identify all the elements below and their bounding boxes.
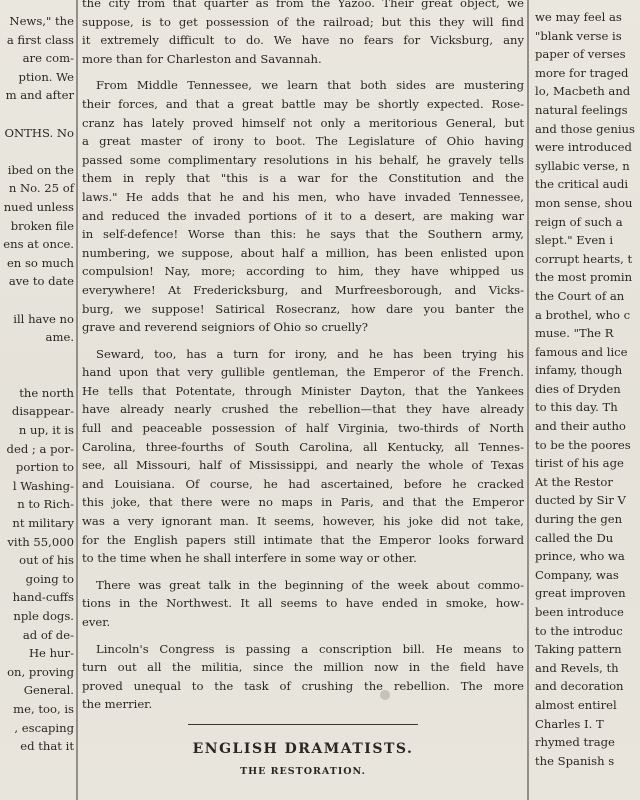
article-line: to the time when he shall interfere in some way or other.	[82, 551, 417, 566]
article-line: the city from that quarter as from the Yazoo. Their great object, we	[82, 0, 524, 10]
right-column-line: called the Du	[535, 530, 614, 545]
right-column-line: ducted by Sir V	[535, 493, 626, 508]
article-line: see, all Missouri, half of Mississippi, and nearly the whole of Texas	[82, 458, 524, 473]
right-column-line: reign of such a	[535, 214, 623, 229]
left-column-line: the north	[19, 385, 74, 400]
left-column-line: He hur-	[28, 646, 74, 661]
left-column-line	[0, 347, 76, 366]
left-column-line: n to Rich-	[17, 497, 74, 512]
left-column-line: disappear-	[11, 404, 74, 419]
left-column-line	[0, 291, 76, 310]
article-line: their forces, and that a great battle may be shortly expected. Rose-	[82, 96, 524, 111]
article-line: more than for Charleston and Savannah.	[82, 51, 322, 66]
right-column-line: to be the poores	[535, 437, 631, 452]
article-body	[82, 0, 524, 714]
left-column-line: en so much	[6, 255, 74, 270]
left-column-line	[0, 365, 76, 384]
left-column-line: nued unless	[3, 199, 74, 214]
article-line: There was great talk in the beginning of the week about commo-	[96, 577, 524, 592]
article-line: Seward, too, has a turn for irony, and he has been trying his	[96, 346, 524, 361]
left-column-line: nple dogs.	[13, 609, 74, 623]
left-column-line: ed that it	[20, 739, 74, 754]
article-line: it extremely difficult to do. We have no fears for Vicksburg, any	[82, 33, 524, 48]
right-column-line: and decoration	[535, 679, 624, 694]
article-line: Carolina, three-fourths of South Carolina, all Kentucky, all Tennes-	[82, 439, 524, 454]
right-column-line: more for traged	[535, 65, 629, 80]
article-line: proved unequal to the task of crushing the rebellion. The more	[82, 678, 524, 693]
right-column-line: were introduced	[535, 140, 632, 155]
article-line: have already nearly crushed the rebellion—that they have already	[82, 402, 524, 417]
right-column-text	[531, 8, 640, 770]
left-column-line: broken file	[10, 218, 74, 233]
right-column-line: tirist of his age	[535, 456, 624, 471]
article-line: compulsion! Nay, more; according to him, they have whipped us	[82, 264, 524, 279]
right-column-line: and those genius	[535, 121, 635, 136]
right-column-line: been introduce	[535, 605, 624, 619]
left-column-line: ill have no	[13, 311, 74, 326]
middle-column	[82, 0, 524, 800]
left-column-line: are com-	[22, 51, 74, 66]
section-divider	[188, 724, 418, 725]
right-column-line: slept." Even i	[535, 233, 614, 248]
left-column-line: ad of de-	[22, 627, 74, 642]
right-column-line: "blank verse is	[535, 28, 622, 43]
right-column-line: Company, was	[535, 567, 619, 582]
article-line: full and peaceable possession of half Virginia, two-thirds of North	[82, 421, 524, 436]
left-column-line: ONTHS. No	[4, 125, 74, 140]
article-line: turn out all the militia, since the million now in the field have	[82, 660, 524, 675]
left-column-line	[0, 105, 76, 124]
right-column-line: the Court of an	[535, 288, 625, 303]
right-column-line: lo, Macbeth and	[535, 84, 631, 99]
paragraph-gap	[82, 568, 524, 576]
right-column-line: Charles I. T	[535, 716, 604, 731]
right-column-line: At the Restor	[535, 474, 613, 489]
ink-blot	[380, 690, 390, 700]
right-column-line: Taking pattern	[535, 642, 622, 657]
article-line: passed some complimentary resolutions in his behalf, he gravely tells	[82, 152, 524, 167]
right-column-line: natural feelings	[535, 102, 628, 117]
left-column-line: ibed on the	[7, 162, 74, 177]
left-column-line: n No. 25 of	[8, 181, 74, 196]
left-column-line: a first class	[6, 32, 74, 47]
left-column-line: out of his	[19, 553, 74, 568]
section-heading: ENGLISH DRAMATISTS.	[192, 740, 414, 757]
right-column-line: to this day. Th	[535, 400, 618, 415]
article-line: ever.	[82, 615, 111, 629]
left-column-line: m and after	[5, 88, 74, 103]
left-column-line: ens at once.	[3, 237, 74, 252]
column-rule-left	[76, 0, 78, 800]
left-column-line: on, proving	[7, 664, 74, 679]
article-line: numbering, we suppose, about half a million, has been enlisted upon	[82, 245, 524, 260]
right-column-line: and their autho	[535, 419, 626, 434]
right-column-line: prince, who wa	[535, 549, 625, 564]
right-column-line: muse. "The R	[535, 326, 614, 341]
left-column-line: ption. We	[18, 69, 74, 84]
right-column-line: we may feel as	[535, 10, 622, 24]
left-column-line: nt military	[12, 516, 74, 531]
section-subheading: THE RESTORATION.	[240, 765, 366, 777]
left-column-line: ded ; a por-	[6, 441, 74, 456]
right-column-line: famous and lice	[535, 344, 628, 359]
left-column-line: me, too, is	[13, 701, 74, 716]
paragraph-gap	[82, 68, 524, 76]
left-column-line: hand-cuffs	[12, 590, 74, 605]
left-column-text	[0, 12, 76, 756]
right-column-line: rhymed trage	[535, 735, 615, 750]
right-column-line: to the introduc	[535, 623, 623, 638]
right-column-line: corrupt hearts, t	[535, 251, 633, 266]
right-column-line: paper of verses	[535, 47, 626, 62]
right-column-line: great improven	[535, 586, 626, 601]
right-column-line: infamy, though	[535, 363, 623, 378]
article-line: the merrier.	[82, 697, 153, 712]
right-column-line: almost entirel	[535, 697, 617, 712]
article-line: a great master of irony to boot. The Legislature of Ohio having	[82, 134, 524, 149]
article-line: From Middle Tennessee, we learn that both sides are mustering	[96, 78, 524, 93]
right-column-line: and Revels, th	[535, 660, 619, 675]
right-column-line: the most promin	[535, 270, 633, 285]
article-line: this joke, that there were no maps in Paris, and that the Emperor	[82, 495, 524, 510]
article-line: was a very ignorant man. It seems, however, his joke did not take,	[82, 514, 524, 529]
left-column-line: portion to	[15, 460, 74, 475]
left-column-line: ave to date	[8, 274, 74, 289]
right-column-line: a brothel, who c	[535, 307, 631, 322]
right-column-line: mon sense, shou	[535, 195, 633, 210]
left-column-line: News," the	[9, 14, 74, 28]
left-column-line: n up, it is	[18, 423, 74, 438]
paragraph-gap	[82, 337, 524, 345]
right-column-line: during the gen	[535, 512, 623, 527]
article-line: burg, we suppose! Satirical Rosecranz, how dare you banter the	[82, 301, 524, 316]
right-column	[531, 0, 640, 800]
article-line: grave and reverend seigniors of Ohio so cruelly?	[82, 320, 368, 335]
article-line: cranz has lately proved himself not only a meritorious General, but	[82, 115, 524, 130]
article-line: and Louisiana. Of course, he had ascertained, before he cracked	[82, 476, 524, 491]
left-column-line	[0, 142, 76, 161]
article-line: Lincoln's Congress is passing a conscription bill. He means to	[96, 641, 524, 656]
paragraph-gap	[82, 632, 524, 640]
article-line: He tells that Potentate, through Minister Dayton, that the Yankees	[82, 383, 524, 398]
article-line: in self-defence! Worse than this: he says that the Southern army,	[82, 227, 524, 242]
middle-column-text	[82, 0, 524, 781]
left-column-line: ame.	[45, 330, 74, 345]
article-line: everywhere! At Fredericksburg, and Murfreesborough, and Vicks-	[82, 282, 524, 297]
left-column-line: vith 55,000	[7, 534, 74, 549]
column-rule-right	[527, 0, 529, 800]
left-column-line: l Washing-	[12, 478, 74, 493]
right-column-line: syllabic verse, n	[535, 158, 630, 173]
article-line: laws." He adds that he and his men, who have invaded Tennessee,	[82, 189, 524, 204]
right-column-line: the Spanish s	[535, 753, 615, 768]
left-column	[0, 0, 76, 800]
article-line: for the English papers still intimate that the Emperor looks forward	[82, 532, 524, 547]
left-column-line: , escaping	[14, 720, 74, 735]
article-line: them in reply that "this is a war for the Constitution and the	[82, 171, 524, 186]
right-column-line: the critical audi	[535, 177, 629, 192]
article-line: and reduced the invaded portions of it to a desert, are making war	[82, 208, 524, 223]
left-column-line: going to	[25, 571, 74, 586]
article-line: suppose, is to get possession of the railroad; but this they will find	[82, 14, 524, 29]
article-line: hand upon that very gullible gentleman, the Emperor of the French.	[82, 365, 524, 380]
article-line: tions in the Northwest. It all seems to have ended in smoke, how-	[82, 596, 524, 611]
right-column-line: dies of Dryden	[535, 381, 621, 396]
left-column-line: General.	[23, 683, 74, 698]
